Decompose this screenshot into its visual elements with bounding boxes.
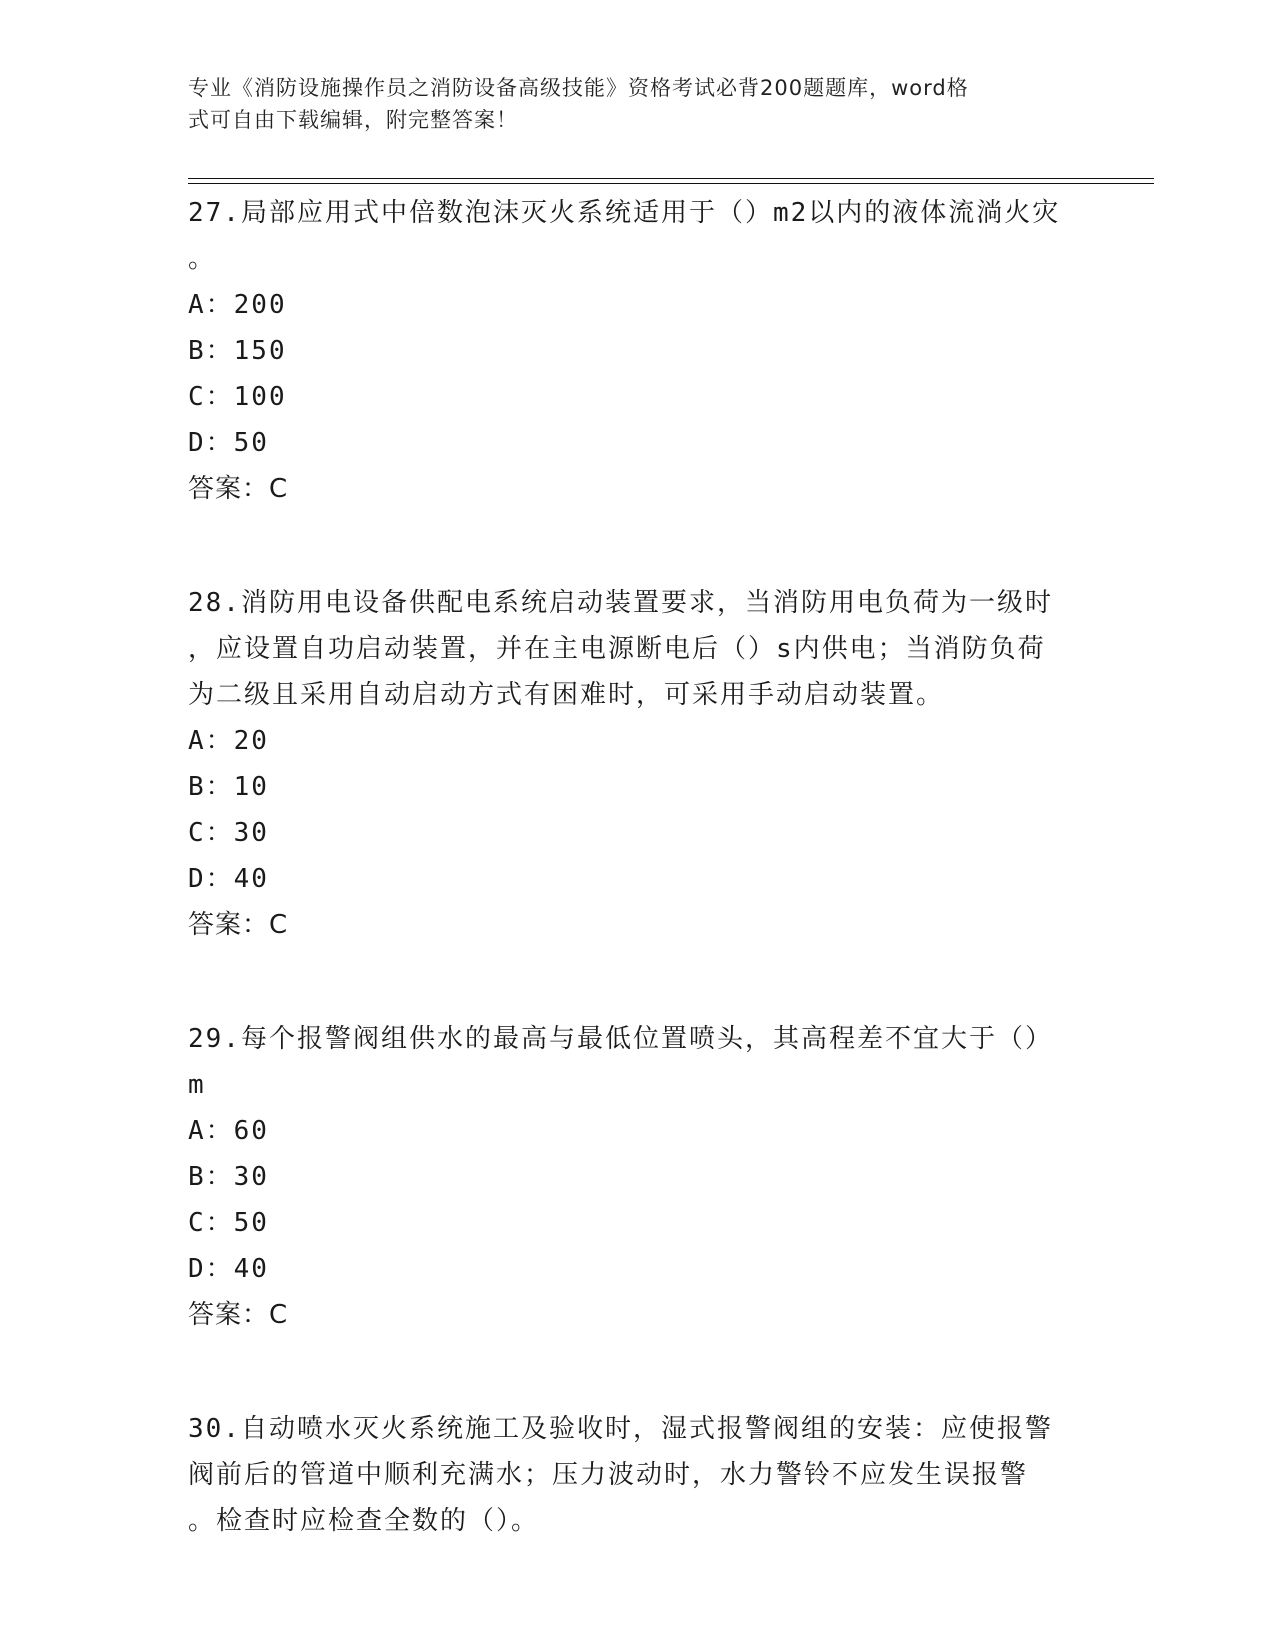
- option-c: C：30: [188, 818, 269, 848]
- question-text-line: m: [188, 1070, 206, 1100]
- question-text-line: 30.自动喷水灭火系统施工及验收时，湿式报警阀组的安装：应使报警: [188, 1414, 1053, 1444]
- option-c: C：50: [188, 1208, 269, 1238]
- header-rule-bottom: [188, 183, 1154, 184]
- option-a: A：20: [188, 726, 269, 756]
- header-line-1: 专业《消防设施操作员之消防设备高级技能》资格考试必背200题题库，word格: [188, 76, 969, 100]
- question-text-line: 。检查时应检查全数的（）。: [188, 1506, 540, 1536]
- answer-label: 答案：C: [188, 910, 289, 940]
- question-text-line: 。: [188, 244, 217, 274]
- option-b: B：150: [188, 336, 287, 366]
- question-30: [188, 1406, 1088, 1544]
- option-c: C：100: [188, 382, 287, 412]
- question-spacer: [188, 1338, 1088, 1406]
- option-b: B：30: [188, 1162, 269, 1192]
- question-spacer: [188, 948, 1088, 1016]
- answer-label: 答案：C: [188, 1300, 289, 1330]
- question-spacer: [188, 512, 1088, 580]
- option-a: A：200: [188, 290, 287, 320]
- header-line-2: 式可自由下载编辑，附完整答案！: [188, 108, 518, 132]
- option-d: D：50: [188, 428, 269, 458]
- option-a: A：60: [188, 1116, 269, 1146]
- option-b: B：10: [188, 772, 269, 802]
- question-list: [188, 190, 1088, 1544]
- question-text-line: ，应设置自功启动装置，并在主电源断电后（）s内供电；当消防负荷: [188, 634, 1046, 664]
- question-27: [188, 190, 1088, 512]
- header-rule-top: [188, 178, 1154, 179]
- option-d: D：40: [188, 1254, 269, 1284]
- question-29: [188, 1016, 1088, 1338]
- question-text-line: 27.局部应用式中倍数泡沫灭火系统适用于（）m2以内的液体流淌火灾: [188, 198, 1061, 228]
- question-text-line: 为二级且采用自动启动方式有困难时，可采用手动启动装置。: [188, 680, 945, 710]
- option-d: D：40: [188, 864, 269, 894]
- document-header: [188, 72, 1068, 136]
- question-text-line: 29.每个报警阀组供水的最高与最低位置喷头，其高程差不宜大于（）: [188, 1024, 1053, 1054]
- question-text-line: 阀前后的管道中顺利充满水；压力波动时，水力警铃不应发生误报警: [188, 1460, 1029, 1490]
- answer-label: 答案：C: [188, 474, 289, 504]
- question-28: [188, 580, 1088, 948]
- question-text-line: 28.消防用电设备供配电系统启动装置要求，当消防用电负荷为一级时: [188, 588, 1053, 618]
